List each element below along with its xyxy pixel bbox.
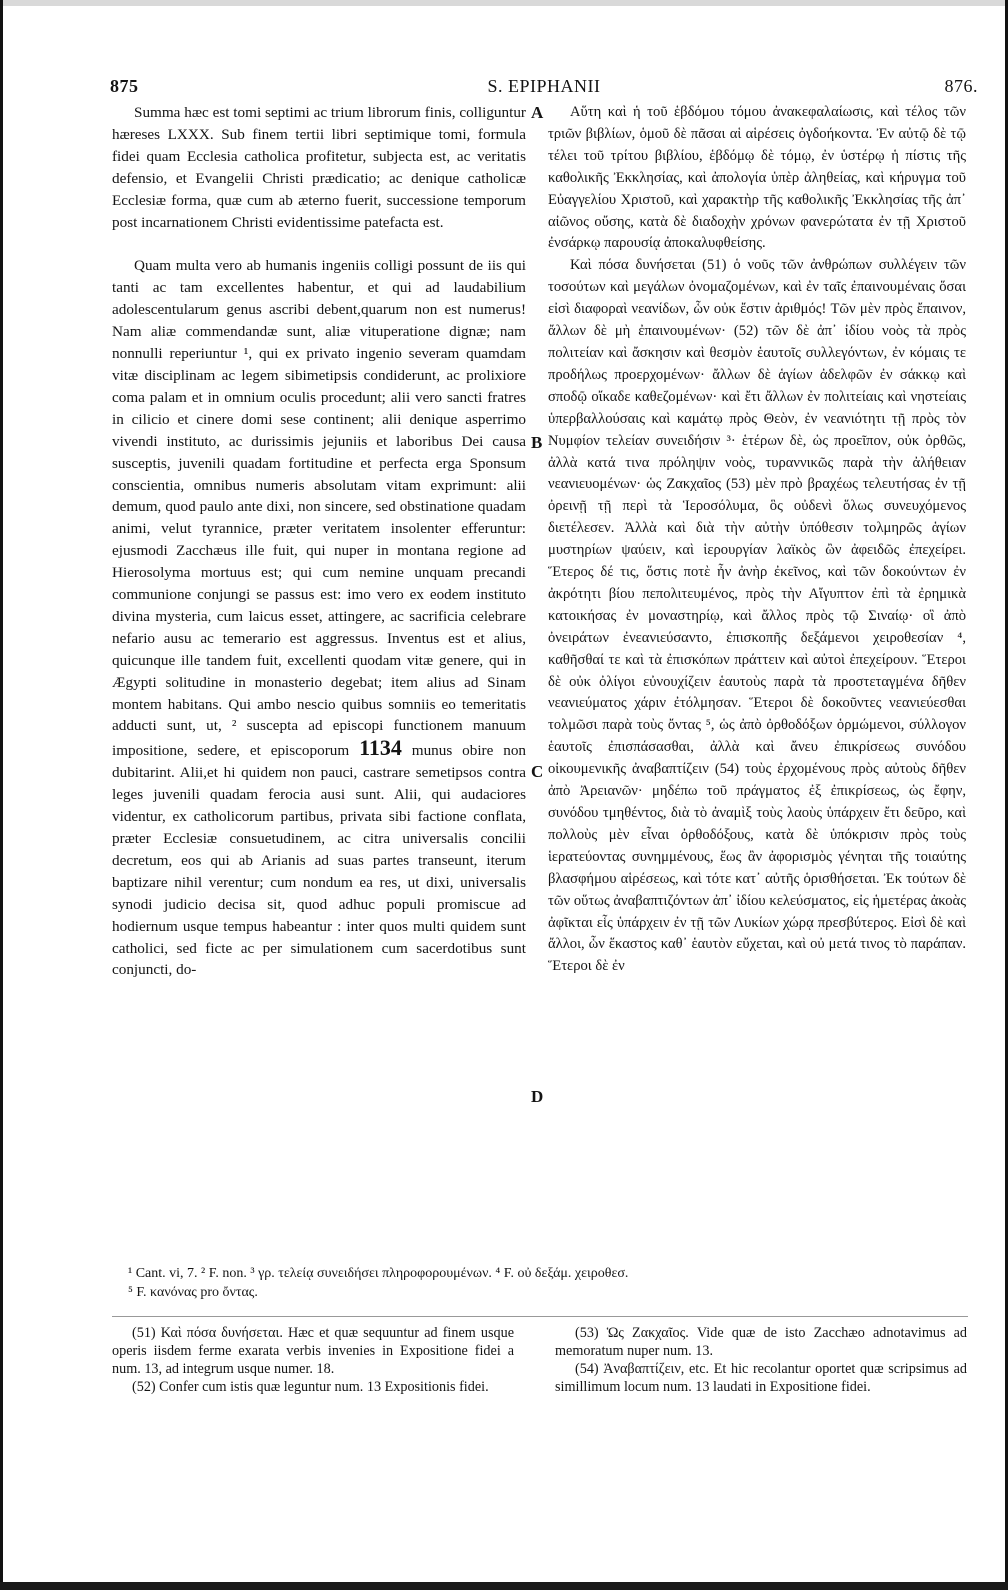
page-number-right: 876. bbox=[944, 76, 978, 96]
page-number-left: 875 bbox=[110, 76, 139, 96]
scholion-53: (53) Ὡς Ζακχαῖος. Vide quæ de isto Zacchæo adnotavimus ad memoratum nuper num. 13. bbox=[555, 1325, 967, 1359]
greek-column bbox=[548, 102, 966, 978]
scholion-54: (54) Ἀναβαπτίζειν, etc. Et hic recolantur oportet quæ scripsimus ad simillimum locum num. 13 laudati in Expositione fidei. bbox=[555, 1361, 967, 1395]
footnote-divider bbox=[112, 1316, 968, 1317]
scan-top-edge bbox=[0, 0, 1008, 6]
scan-left-edge bbox=[0, 0, 3, 1590]
footnote-line-1: ¹ Cant. vi, 7. ² F. non. ³ γρ. τελείᾳ συνειδήσει πληροφορουμένων. ⁴ F. οὐ δεξάμ. χειροθεσ. bbox=[128, 1266, 629, 1281]
latin-column bbox=[112, 102, 526, 981]
footnotes bbox=[128, 1264, 958, 1302]
scholia-right bbox=[555, 1324, 967, 1396]
latin-paragraph-2-end: munus obire non dubitarint. Alii,et hi quidem non pauci, castrare semetipsos contra leges juvenili quadam ferocia ausi sunt. Alii, qui audaciores videntur, ex catholicorum partibus, privata sibi factione conflata, præter Ecclesiæ consuetudinem, ac citra universalis concilii decretum, eos qui ab Arianis ad suas partes transeunt, iterum baptizare nihil verentur; cum nondum ea res, ut dixi, universalis synodi judicio decisa sit, quod adhuc populi promiscue ad hodiernum usque tempus habeantur : inter quos multi quidem sunt catholici, sed ficte ac per simulationem cum sacerdotibus sunt conjuncti, do- bbox=[112, 742, 527, 979]
column-number: 1134 bbox=[359, 735, 402, 761]
running-head: S. EPIPHANII bbox=[487, 76, 601, 96]
page-header bbox=[110, 76, 978, 98]
margin-marker-d: D bbox=[531, 1087, 544, 1106]
scan-bottom-edge bbox=[0, 1582, 1008, 1590]
greek-paragraph-2: Καὶ πόσα δυνήσεται (51) ὁ νοῦς τῶν ἀνθρώπων συλλέγειν τῶν τοσούτων καὶ μεγάλων ὀνομαζομένων, καὶ ἐν ταῖς ἐπαινουμέναις ὅσαι εἰσὶ διαφοραὶ νεανίδων, ὧν οὐκ ἔστιν ἀριθμός! Τῶν μὲν πρὸς ἔπαινον, ἄλλων δὲ μὴ ἐπαινουμένων· (52) τῶν δὲ ἀπ᾽ ἰδίου νοὸς τὰ πρὸς πολιτείαν καὶ ἄσκησιν καὶ θεσμὸν ἑαυτοῖς συλλεγόντων, ἐν κόμαις τε προδήλως προερχομένων· ἄλλων δὲ ἁγίων ἀδελφῶν ἐν σάκκῳ καὶ σποδῷ οἴκαδε καθεζομένων· καὶ ἔτι ἄλλων ἐν πολιτείαις καὶ νηστείαις ὑπερβαλλούσαις καὶ καμάτῳ πρὸς Θεὸν, ἐν νεανιότητι τῇ πρὸς τὸν Νυμφίον τελείαν συνειδήσιν ³· ἑτέρων δὲ, ὡς προεῖπον, οὐκ ὀρθῶς, ἀλλὰ κατά τινα πρόληψιν νοὸς, τυραννικῶς παρὰ τὴν ἀλήθειαν νεανιευομένων· ὡς Ζακχαῖος (53) μὲν πρὸ βραχέως τελευτήσας ἐν τῇ ὀρεινῇ τῇ περὶ τὰ Ἱεροσόλυμα, ὃς οὐδενὶ ὅλως συνευχόμενος διετέλεσεν. Ἀλλὰ καὶ διὰ τὴν αὐτὴν ὑπόθεσιν τολμηρῶς ἁγίων μυστηρίων ψαύειν, καὶ ἱερουργίαν λαϊκὸς ὢν ἀφειδῶς ἐπεχείρει. Ἕτερος δέ τις, ὅστις ποτὲ ἦν ἀνὴρ ἐκεῖνος, καὶ τῶν δοκούντων ἐν ἀκρότητι βίου πεπολιτευμένος, πρὸς τὴν Αἴγυπτον ἐπὶ τὰ ἐρημικὰ κατοικήσας ἐν μοναστηρίῳ, καὶ ἄλλος πρὸς τῷ Σιναίῳ· οἳ ἀπὸ ὀνειράτων ἐνεανιεύσαντο, ἐπισκοπῆς δεξάμενοι χειροθεσίαν ⁴, καθῆσθαί τε καὶ τὰ ἐπισκόπων πράττειν καὶ αὐτοὶ ἐπεχείρουν. Ἕτεροι δὲ οὐκ ὀλίγοι εὐνουχίζειν ἑαυτοὺς παρὰ τὰ προστεταγμένα δῆθεν νεανιεύματος χάριν ἐτόλμησαν. Ἕτεροι δὲ δοκοῦντες νεανιεύεσθαι τολμῶσι παρὰ τοὺς ὄντας ⁵, ὡς ἀπὸ ὀρθοδόξων ὁρμώμενοι, σύλλογον ἑαυτοῖς ἐπισπάσασθαι, ἀλλὰ καὶ ἄνευ ἐπικρίσεως συνόδου οἰκουμενικῆς ἀναβαπτίζειν (54) τοὺς ἐρχομένους πρὸς αὐτοὺς δῆθεν ἀπὸ Ἀρειανῶν· μηδέπω τοῦ πράγματος ἐξ ἐπικρίσεως, ὡς ἔφην, συνόδου τμηθέντος, διὰ τὸ ἀναμὶξ τοὺς λαοὺς ὑπάρχειν ἔτι δεῦρο, καὶ πολλοὺς μὲν εἶναι ὀρθοδόξους, κατὰ δὲ ὑπόκρισιν πρὸς τοὺς ἱερατεύοντας συνημμένους, ἕως ἂν ἀφορισμὸς γένηται τῆς τοιαύτης βλασφήμου αἱρέσεως, καὶ τότε κατ᾽ αὐτῆς ὁρισθήσεται. Ἐκ τούτων δὲ τῶν οὕτως ἀναβαπτιζόντων ἀπ᾽ ἰδίου κελεύσματος, εἰς ἡμετέρας ἀκοὰς ἀφῖκται εἷς ὑπάρχειν ἐν τῇ τῶν Λυκίων χώρᾳ πρεσβύτερος. Εἰσὶ δὲ καὶ ἄλλοι, ὧν ἕκαστος καθ᾽ ἑαυτὸν εὔχεται, καὶ οὐ μετά τινος τὸ παράπαν. Ἕτεροι δὲ ἐν bbox=[548, 257, 966, 975]
margin-marker-b: B bbox=[531, 433, 543, 452]
scholion-51: (51) Καὶ πόσα δυνήσεται. Hæc et quæ sequuntur ad finem usque operis iisdem ferme exarata verbis invenies in Expositione fidei a num. 13, ad integrum usque numer. 18. bbox=[112, 1325, 514, 1377]
scholion-52: (52) Confer cum istis quæ leguntur num. 13 Expositionis fidei. bbox=[132, 1379, 489, 1395]
latin-paragraph-1: Summa hæc est tomi septimi ac trium librorum finis, colliguntur hæreses LXXX. Sub finem tertii libri septimique tomi, formula fidei quam Ecclesia catholica profitetur, subjecta est, ac veritatis defensio, et Evangelii Christi prædicatio; ac denique catholicæ Ecclesiæ forma, quæ cum ab æterno fuerit, successione temporum post incarnationem Christi evidentissime patefacta est. bbox=[112, 104, 526, 231]
margin-marker-c: C bbox=[531, 762, 544, 781]
greek-paragraph-1: Αὕτη καὶ ἡ τοῦ ἑβδόμου τόμου ἀνακεφαλαίωσις, καὶ τέλος τῶν τριῶν βιβλίων, ὁμοῦ δὲ πᾶσαι αἱ αἱρέσεις ὀγδοήκοντα. Ἐν αὐτῷ δὲ τῷ τέλει τοῦ τρίτου βιβλίου, ἑβδόμῳ δὲ τόμῳ, ἐν ὑστέρῳ ἡ πίστις τῆς καθολικῆς Ἐκκλησίας, καὶ ἀπολογία ὑπὲρ ἀληθείας, καὶ κήρυγμα τοῦ Εὐαγγελίου Χριστοῦ, καὶ χαρακτὴρ τῆς καθολικῆς Ἐκκλησίας τῆς ἀπ᾽ αἰῶνος οὔσης, κατὰ δὲ διαδοχὴν χρόνων φανερώτατα ἐν τῇ Χριστοῦ ἐνσάρκῳ παρουσίᾳ ἀποκαλυφθείσης. bbox=[548, 104, 966, 252]
footnote-line-2: ⁵ F. κανόνας pro ὄντας. bbox=[128, 1285, 258, 1300]
scholia-left bbox=[112, 1324, 514, 1396]
margin-marker-a: A bbox=[531, 103, 544, 122]
latin-paragraph-2-text: Quam multa vero ab humanis ingeniis colligi possunt de iis qui tanti ac tam excellentes habentur, et qui ad laudabilium adolescentularum genus ascribi debent,quarum non est numerus! Nam aliæ commendandæ sunt, aliæ vituperatione dignæ; nam nonnulli reperiuntur ¹, qui ex privato ingenio severam quamdam vitæ disciplinam ac legem sibimetipsis condiderunt, ac prolixiore coma palam et in omnium oculis procedunt; alii vero sancti fratres in cilicio et cinere domi sese continent; alii denique asperrimo vivendi instituto, ac durissimis jejuniis et laboribus Dei causa susceptis, juvenili quadam fortitudine et perfecta erga Sponsum conscientia, omnibus numeris absolutam vitam exprimunt: alii demum, quod paulo ante dixi, non sincere, sed obstinatione quadam animi, velut tyrannice, præter veritatem insolenter efferuntur: ejusmodi Zacchæus ille fuit, qui nuper in montana regione ad Hierosolyma mortuus est; qui cum nemine unquam precandi communione conjungi se passus est: imo vero ex eodem instituto divina mysteria, cum laicus esset, attingere, ac sacrificia celebrare nefario ausu ac temerario est aggressus. Inventus est et alius, quicunque ille tandem fuit, excellenti quodam vitæ genere, qui in Ægypti solitudine in monasterio degebat; item alius ad Sinam montem habitans. Qui ambo nescio quibus somniis eo temeritatis adducti sunt, ut, ² suscepta ad episcopi functionem manuum impositione, sedere, et episcoporum bbox=[112, 257, 526, 760]
latin-paragraph-2 bbox=[112, 255, 526, 981]
